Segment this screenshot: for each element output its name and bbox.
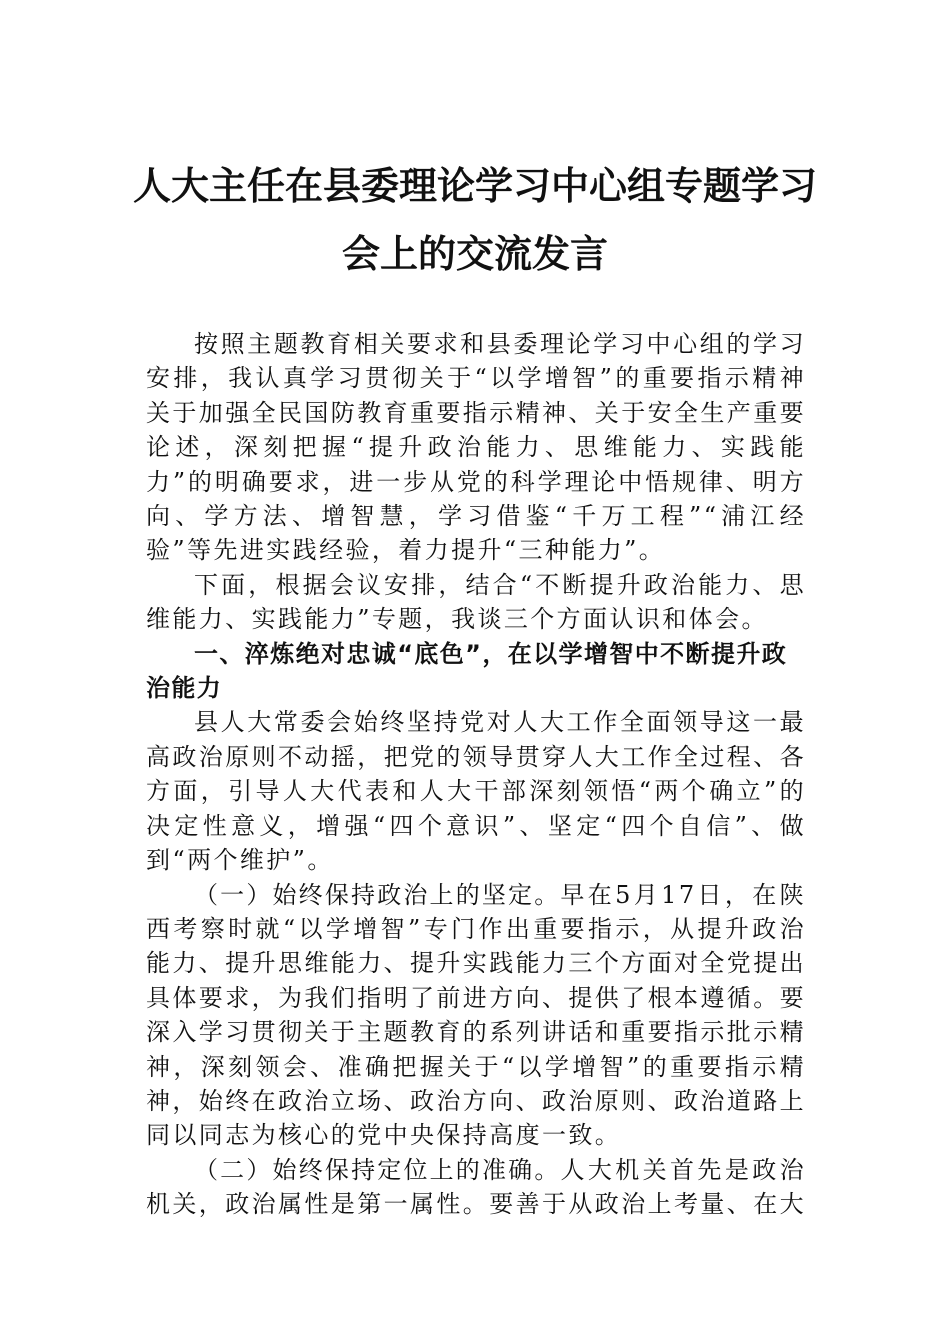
- subsection-1-paragraph: [146, 878, 806, 1153]
- paragraph-overview: 下面，根据会议安排，结合“不断提升政治能力、思维能力、实践能力”专题，我谈三个方面认识和体会。: [146, 570, 806, 634]
- document-title-line1: 人大主任在县委理论学习中心组专题学习: [132, 163, 817, 208]
- document-title-line2: 会上的交流发言: [341, 231, 608, 276]
- subsection-2-lead: （二）始终保持定位上的准确。: [194, 1155, 561, 1184]
- paragraph-intro: 按照主题教育相关要求和县委理论学习中心组的学习安排，我认真学习贯彻关于“以学增智”的重要指示精神关于加强全民国防教育重要指示精神、关于安全生产重要论述，深刻把握“提升政治能力、思维能力、实践能力”的明确要求，进一步从党的科学理论中悟规律、明方向、学方法、增智慧，学习借鉴“千万工程”“浦江经验”等先进实践经验，着力提升“三种能力”。: [146, 330, 806, 565]
- section1-intro-paragraph: 县人大常委会始终坚持党对人大工作全面领导这一最高政治原则不动摇，把党的领导贯穿人大工作全过程、各方面，引导人大代表和人大干部深刻领悟“两个确立”的决定性意义，增强“四个意识”、坚定“四个自信”、做到“两个维护”。: [146, 708, 806, 875]
- subsection-1-text: 早在5月17日，在陕西考察时就“以学增智”专门作出重要指示，从提升政治能力、提升思维能力、提升实践能力三个方面对全党提出具体要求，为我们指明了前进方向、提供了根本遵循。要深入学习贯彻关于主题教育的系列讲话和重要指示批示精神，深刻领会、准确把握关于“以学增智”的重要指示精神，始终在政治立场、政治方向、政治原则、政治道路上同以同志为核心的党中央保持高度一致。: [146, 880, 806, 1150]
- section-heading-1: 一、淬炼绝对忠诚“底色”，在以学增智中不断提升政治能力: [146, 639, 788, 703]
- document-body: [146, 327, 806, 1222]
- subsection-2-paragraph: [146, 1153, 806, 1222]
- subsection-2-text: 人大机关首先是政治机关，政治属性是第一属性。要善于从政治上考量、在大: [146, 1155, 806, 1219]
- subsection-1-lead: （一）始终保持政治上的坚定。: [194, 880, 561, 909]
